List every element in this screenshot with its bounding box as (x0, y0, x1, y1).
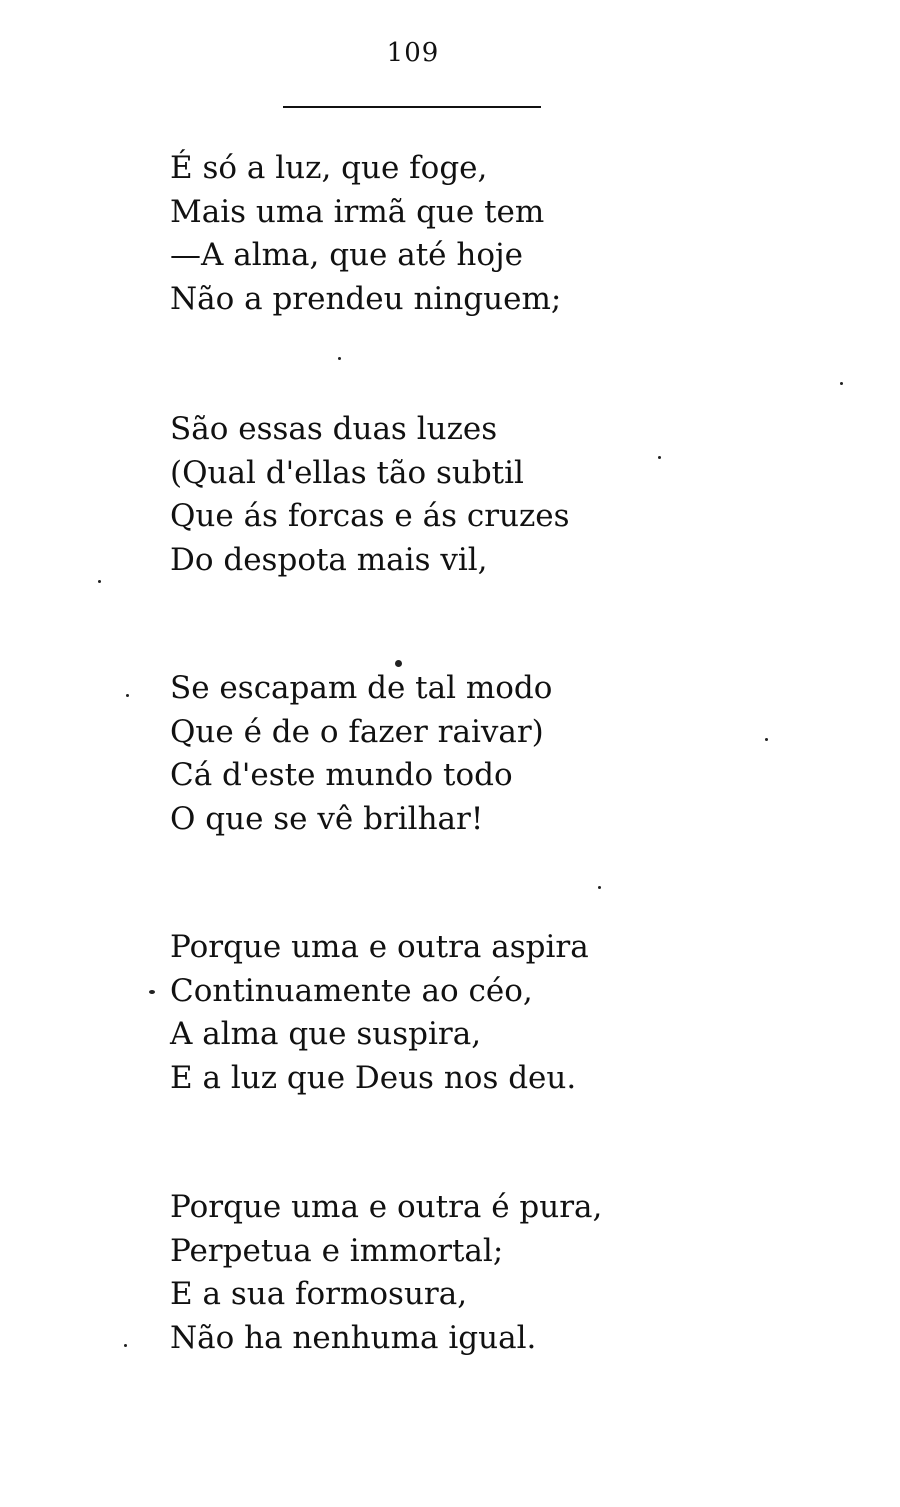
stanza-1 (170, 147, 561, 321)
verse-line: Continuamente ao céo, (170, 972, 533, 1009)
verse-line: Mais uma irmã que tem (170, 193, 545, 230)
print-speck (598, 886, 601, 889)
verse-line: São essas duas luzes (170, 411, 498, 447)
print-speck (765, 738, 768, 741)
verse-line: É só a luz, que foge, (170, 150, 488, 186)
print-speck (126, 694, 129, 697)
verse-line: Que ás forcas e ás cruzes (170, 498, 570, 534)
stanza-2 (170, 408, 570, 582)
verse-line: E a sua formosura, (170, 1276, 468, 1312)
stanza-5 (170, 1186, 602, 1360)
print-speck (395, 660, 402, 667)
print-speck (149, 990, 155, 994)
header-rule (283, 106, 541, 108)
verse-line: Porque uma e outra aspira (170, 929, 589, 965)
print-speck (658, 456, 661, 459)
verse-line: A alma que suspira, (170, 1016, 482, 1052)
verse-line: Porque uma e outra é pura, (170, 1189, 603, 1225)
print-speck (124, 1344, 127, 1347)
print-speck (840, 382, 843, 385)
verse-line: Não a prendeu ninguem; (170, 280, 562, 317)
page-number: 109 (386, 38, 440, 68)
verse-line: O que se vê brilhar! (170, 800, 484, 837)
verse-line: Do despota mais vil, (170, 541, 488, 578)
verse-line: (Qual d'ellas tão subtil (170, 454, 524, 491)
verse-line: E a luz que Deus nos deu. (170, 1059, 577, 1096)
verse-line: —A alma, que até hoje (170, 237, 523, 273)
verse-line: Cá d'este mundo todo (170, 757, 513, 793)
print-speck (98, 580, 101, 583)
verse-line: Se escapam de tal modo (170, 670, 553, 706)
print-speck (338, 357, 341, 360)
verse-line: Não ha nenhuma igual. (170, 1319, 537, 1356)
verse-line: Que é de o fazer raivar) (170, 713, 544, 750)
stanza-4 (170, 926, 589, 1100)
stanza-3 (170, 667, 552, 841)
verse-line: Perpetua e immortal; (170, 1232, 504, 1269)
